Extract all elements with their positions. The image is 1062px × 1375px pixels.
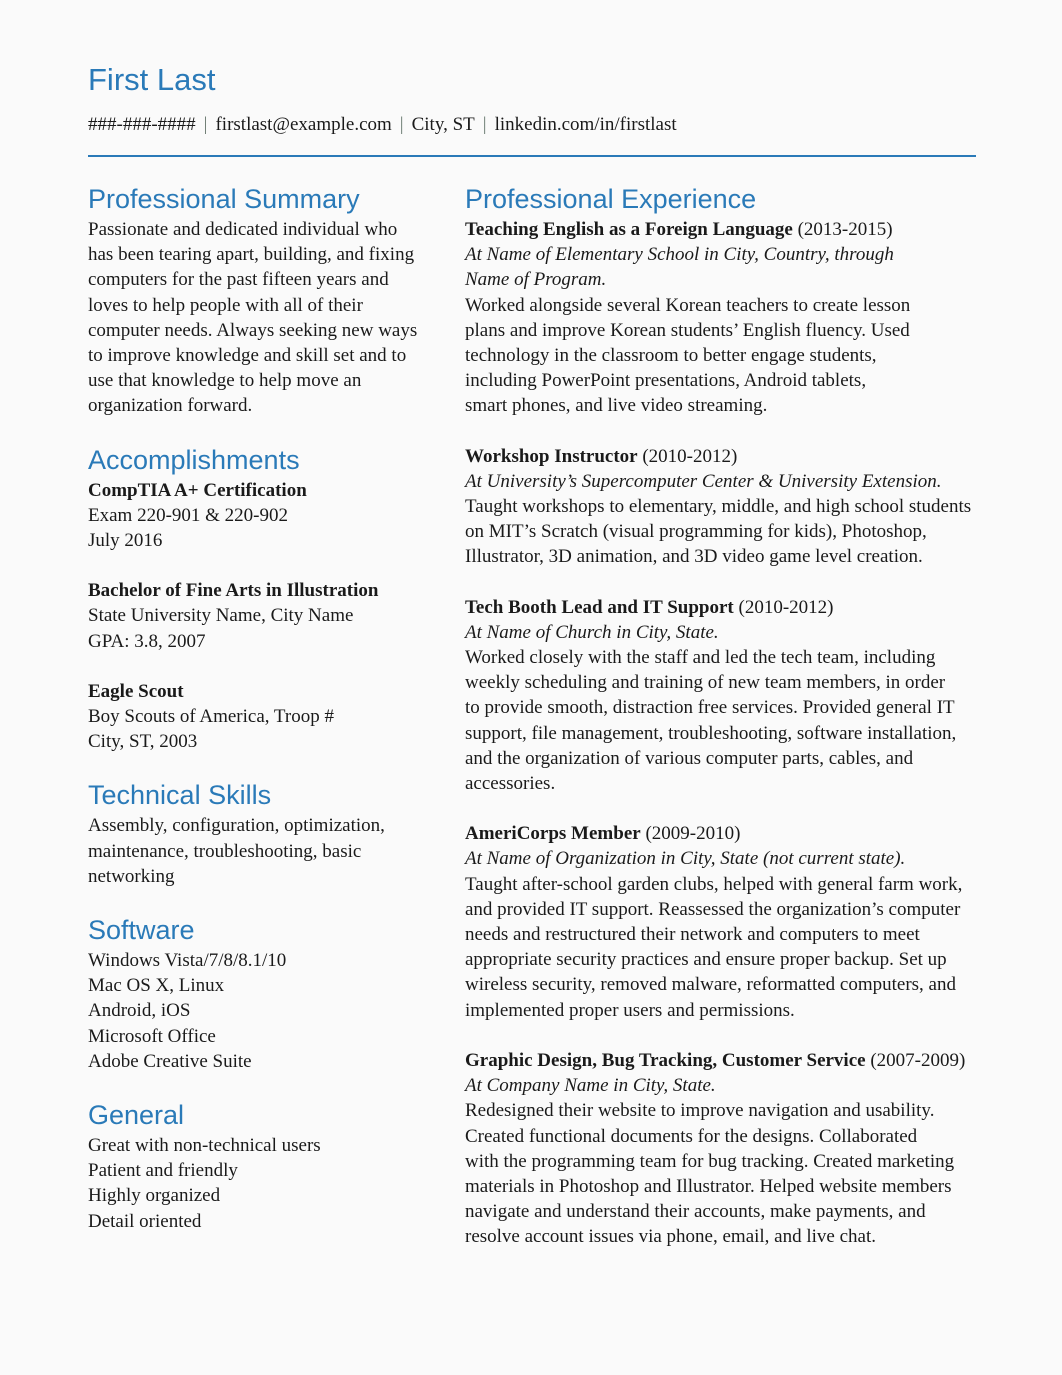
job-place	[465, 242, 985, 267]
place-text: At Name of Organization in City, State (not current state).	[465, 848, 906, 870]
job-place	[465, 620, 985, 645]
text-line: wireless security, removed malware, reformatted computers, and	[465, 974, 956, 996]
linkedin: linkedin.com/in/firstlast	[494, 114, 677, 135]
text-line: with the programming team for bug tracking. Created marketing	[465, 1150, 955, 1172]
section-heading: Software	[88, 915, 195, 946]
text-line: Adobe Creative Suite	[88, 1050, 252, 1072]
text-line: Patient and friendly	[88, 1160, 238, 1182]
text-line: appropriate security practices and ensure proper backup. Set up	[465, 949, 947, 971]
job-place	[465, 1073, 985, 1098]
title-text: CompTIA A+ Certification	[88, 479, 307, 501]
experience-item	[465, 595, 985, 797]
text-line: materials in Photoshop and Illustrator. Helped website members	[465, 1175, 952, 1197]
text-line: City, ST, 2003	[88, 731, 198, 753]
accomplishments-list	[88, 478, 438, 755]
text-line: Illustrator, 3D animation, and 3D video game level creation.	[465, 546, 923, 568]
text-line: use that knowledge to help move an	[88, 370, 362, 392]
section-heading: Professional Summary	[88, 184, 360, 214]
text-line: accessories.	[465, 773, 556, 795]
accomplishment-item	[88, 478, 438, 554]
text-line: Assembly, configuration, optimization,	[88, 815, 385, 837]
place-text: Name of Program.	[465, 269, 607, 291]
title-text: Eagle Scout	[88, 680, 184, 702]
separator: |	[482, 114, 487, 135]
text-line: Windows Vista/7/8/8.1/10	[88, 950, 287, 972]
text-line: maintenance, troubleshooting, basic	[88, 840, 362, 862]
job-dates: (2013-2015)	[792, 219, 893, 240]
text-line: GPA: 3.8, 2007	[88, 630, 206, 652]
summary-text	[88, 217, 438, 419]
text-line: and provided IT support. Reassessed the organization’s computer	[465, 898, 961, 920]
candidate-name: First Last	[88, 62, 216, 97]
text-line: Taught after-school garden clubs, helped with general farm work,	[465, 873, 963, 895]
text-line: computers for the past fifteen years and	[88, 269, 389, 291]
text-line: Microsoft Office	[88, 1025, 216, 1047]
job-place	[465, 267, 985, 292]
text-line: Exam 220-901 & 220-902	[88, 504, 289, 526]
job-dates: (2010-2012)	[637, 445, 738, 467]
text-line: implemented proper users and permissions.	[465, 999, 795, 1021]
accomplishment-item	[88, 578, 438, 654]
job-role: Teaching English as a Foreign Language	[465, 219, 793, 240]
place-text: At Company Name in City, State.	[465, 1075, 716, 1097]
header-divider	[88, 155, 976, 157]
title-text: Bachelor of Fine Arts in Illustration	[88, 580, 379, 602]
section-heading: Accomplishments	[88, 444, 300, 475]
experience-item	[465, 1048, 985, 1250]
text-line: support, file management, troubleshooting, software installation,	[465, 722, 957, 744]
place-text: At Name of Elementary School in City, Country, through	[465, 244, 894, 266]
job-place	[465, 846, 985, 871]
text-line: to improve knowledge and skill set and to	[88, 345, 407, 367]
text-line: loves to help people with all of their	[88, 294, 363, 316]
text-line: Highly organized	[88, 1185, 221, 1207]
software-list	[88, 948, 438, 1074]
experience-list	[465, 217, 985, 1250]
text-line: Worked closely with the staff and led the tech team, including	[465, 647, 936, 669]
text-line: has been tearing apart, building, and fixing	[88, 244, 415, 266]
text-line: and the organization of various computer parts, cables, and	[465, 747, 914, 769]
job-dates: (2007-2009)	[865, 1049, 966, 1071]
job-place	[465, 469, 985, 494]
job-role: Graphic Design, Bug Tracking, Customer Service	[465, 1049, 866, 1071]
text-line: networking	[88, 865, 175, 887]
place-text: At Name of Church in City, State.	[465, 621, 719, 643]
job-role: AmeriCorps Member	[465, 823, 641, 845]
text-line: computer needs. Always seeking new ways	[88, 319, 418, 341]
text-line: Worked alongside several Korean teachers to create lesson	[465, 294, 911, 316]
text-line: weekly scheduling and training of new team members, in order	[465, 672, 946, 694]
text-line: organization forward.	[88, 395, 253, 417]
job-title-line	[465, 595, 985, 620]
text-line: Android, iOS	[88, 1000, 191, 1022]
job-title-line	[465, 217, 985, 242]
text-line: needs and restructured their network and computers to meet	[465, 924, 920, 946]
job-role: Tech Booth Lead and IT Support	[465, 596, 734, 618]
software-section	[88, 915, 438, 1074]
text-line: Created functional documents for the designs. Collaborated	[465, 1125, 918, 1147]
skills-section	[88, 780, 438, 889]
experience-item	[465, 217, 985, 419]
experience-item	[465, 444, 985, 570]
phone: ###-###-####	[88, 114, 196, 135]
left-column	[88, 184, 438, 1234]
text-line: including PowerPoint presentations, Android tablets,	[465, 370, 867, 392]
accomplishment-item	[88, 679, 438, 755]
section-heading: General	[88, 1100, 185, 1131]
job-role: Workshop Instructor	[465, 445, 638, 467]
text-line: Taught workshops to elementary, middle, and high school students	[465, 496, 972, 518]
section-heading: Technical Skills	[88, 780, 272, 811]
section-heading: Professional Experience	[465, 184, 757, 214]
accomplishment-title	[88, 578, 438, 603]
text-line: Boy Scouts of America, Troop #	[88, 706, 334, 728]
job-title-line	[465, 1048, 985, 1073]
place-text: At University’s Supercomputer Center & University Extension.	[465, 470, 942, 492]
accomplishment-title	[88, 478, 438, 503]
text-line: Redesigned their website to improve navigation and usability.	[465, 1100, 935, 1122]
experience-section	[465, 184, 985, 1250]
text-line: to provide smooth, distraction free services. Provided general IT	[465, 697, 955, 719]
experience-item	[465, 821, 985, 1023]
text-line: Mac OS X, Linux	[88, 975, 225, 997]
text-line: navigate and understand their accounts, make payments, and	[465, 1201, 926, 1223]
text-line: resolve account issues via phone, email, and live chat.	[465, 1226, 877, 1248]
general-list	[88, 1133, 438, 1234]
email: firstlast@example.com	[215, 114, 392, 135]
contact-line	[88, 112, 677, 138]
job-dates: (2010-2012)	[733, 596, 834, 618]
right-column	[465, 184, 985, 1250]
text-line: technology in the classroom to better engage students,	[465, 345, 877, 367]
skills-text	[88, 813, 438, 889]
text-line: July 2016	[88, 530, 163, 552]
location: City, ST	[411, 114, 475, 135]
job-title-line	[465, 821, 985, 846]
text-line: smart phones, and live video streaming.	[465, 395, 768, 417]
text-line: State University Name, City Name	[88, 605, 354, 627]
text-line: plans and improve Korean students’ English fluency. Used	[465, 319, 910, 341]
text-line: on MIT’s Scratch (visual programming for kids), Photoshop,	[465, 521, 927, 543]
separator: |	[203, 114, 208, 135]
text-line: Great with non-technical users	[88, 1135, 321, 1157]
job-title-line	[465, 444, 985, 469]
separator: |	[399, 114, 404, 135]
summary-section	[88, 184, 438, 419]
job-dates: (2009-2010)	[640, 823, 741, 845]
general-section	[88, 1100, 438, 1234]
text-line: Passionate and dedicated individual who	[88, 219, 398, 240]
accomplishment-title	[88, 679, 438, 704]
text-line: Detail oriented	[88, 1210, 202, 1232]
accomplishments-section	[88, 445, 438, 755]
